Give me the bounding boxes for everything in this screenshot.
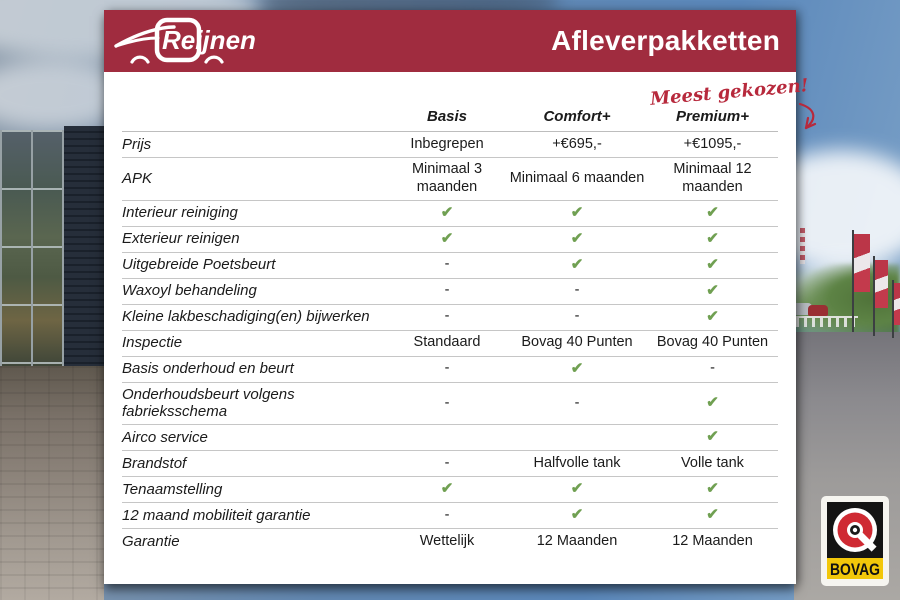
dealer-flag xyxy=(854,234,870,292)
row-cell xyxy=(507,204,647,223)
row-label: Interieur reiniging xyxy=(122,204,238,222)
column-header-premium: Premium+ xyxy=(676,108,749,125)
row-cell xyxy=(647,204,778,223)
bovag-logo-icon xyxy=(821,496,889,586)
table-row xyxy=(122,451,778,477)
row-cell: Inbegrepen xyxy=(410,135,484,152)
table-row xyxy=(122,383,778,425)
row-cell: - xyxy=(710,360,715,377)
white-fence-photo xyxy=(796,316,858,327)
check-icon: ✔ xyxy=(440,480,454,498)
row-label: 12 maand mobiliteit garantie xyxy=(122,506,311,524)
column-header-comfort: Comfort+ xyxy=(543,108,611,125)
check-icon: ✔ xyxy=(706,281,719,299)
row-label: Exterieur reinigen xyxy=(122,230,240,248)
check-icon: ✔ xyxy=(440,203,454,221)
row-cell xyxy=(507,256,647,275)
table-row xyxy=(122,201,778,227)
row-cell xyxy=(647,230,778,249)
column-header-basis: Basis xyxy=(426,108,468,125)
table-row xyxy=(122,279,778,305)
row-label: Uitgebreide Poetsbeurt xyxy=(122,256,276,274)
check-icon: ✔ xyxy=(570,359,584,377)
table-row xyxy=(122,331,778,357)
check-icon: ✔ xyxy=(706,255,719,273)
page-title: Afleverpakketten xyxy=(551,25,780,56)
table-row xyxy=(122,227,778,253)
row-label: Garantie xyxy=(122,533,180,551)
parked-car-photo xyxy=(808,305,828,316)
brick-pavement-photo xyxy=(0,366,104,600)
table-row xyxy=(122,503,778,529)
row-cell: - xyxy=(444,308,450,325)
row-label: Inspectie xyxy=(122,334,183,352)
row-cell: Minimaal 3 maanden xyxy=(411,161,483,195)
check-icon: ✔ xyxy=(570,229,584,247)
row-cell: Volle tank xyxy=(681,454,744,471)
row-cell: Bovag 40 Punten xyxy=(521,334,633,351)
row-cell: - xyxy=(574,394,580,411)
row-cell: +€695,- xyxy=(552,135,602,152)
row-cell: - xyxy=(574,282,580,299)
row-cell: 12 Maanden xyxy=(536,533,618,550)
card-header xyxy=(104,10,796,72)
row-cell: - xyxy=(444,256,450,273)
table-header-row xyxy=(122,72,778,132)
row-cell: Standaard xyxy=(413,334,481,351)
row-cell: Minimaal 12 maanden xyxy=(673,161,752,195)
building-windows xyxy=(0,130,64,368)
row-cell: - xyxy=(444,282,450,299)
check-icon: ✔ xyxy=(440,229,454,247)
table-row xyxy=(122,477,778,503)
check-icon: ✔ xyxy=(570,480,584,498)
row-cell xyxy=(647,506,778,525)
dealer-flag xyxy=(875,260,888,308)
bovag-badge xyxy=(821,496,889,586)
table-row xyxy=(122,253,778,279)
row-label: Waxoyl behandeling xyxy=(122,282,257,300)
row-label: APK xyxy=(122,170,153,188)
check-icon: ✔ xyxy=(570,255,584,273)
row-cell xyxy=(647,428,778,447)
check-icon: ✔ xyxy=(706,428,719,446)
row-label: Prijs xyxy=(122,135,152,153)
row-cell: - xyxy=(574,308,580,325)
curved-arrow-icon xyxy=(794,102,826,134)
distant-flag-photo xyxy=(800,228,805,264)
row-cell xyxy=(507,506,647,525)
table-row xyxy=(122,357,778,383)
row-cell: 12 Maanden xyxy=(672,533,753,550)
row-label: Basis onderhoud en beurt xyxy=(122,360,294,378)
table-row xyxy=(122,425,778,451)
row-cell: Minimaal 6 maanden xyxy=(509,170,645,187)
package-comparison-card xyxy=(104,10,810,584)
bovag-badge-text: BOVAG xyxy=(830,560,880,579)
row-cell xyxy=(647,256,778,275)
row-cell: - xyxy=(444,454,450,471)
check-icon: ✔ xyxy=(570,203,584,221)
row-cell xyxy=(507,480,647,499)
annotation-text: Meest gekozen! xyxy=(649,75,810,110)
check-icon: ✔ xyxy=(706,307,719,325)
table-row xyxy=(122,305,778,331)
check-icon: ✔ xyxy=(706,480,719,498)
row-cell xyxy=(507,360,647,379)
row-cell: - xyxy=(444,394,450,411)
row-cell xyxy=(387,230,507,249)
comparison-table xyxy=(104,72,796,555)
table-row xyxy=(122,529,778,555)
row-cell: - xyxy=(444,360,450,377)
row-cell xyxy=(387,204,507,223)
row-cell xyxy=(507,230,647,249)
table-body xyxy=(122,132,778,555)
row-cell: Bovag 40 Punten xyxy=(656,334,769,351)
check-icon: ✔ xyxy=(570,506,584,524)
row-cell xyxy=(647,394,778,413)
row-label: Onderhoudsbeurt volgens fabrieksschema xyxy=(122,385,295,421)
dealer-flag xyxy=(894,283,900,325)
table-row xyxy=(122,158,778,200)
row-label: Tenaamstelling xyxy=(122,480,223,498)
brand-name: Reijnen xyxy=(162,25,256,55)
dealership-building-photo xyxy=(0,126,104,368)
row-cell: Wettelijk xyxy=(419,533,475,550)
check-icon: ✔ xyxy=(706,394,719,412)
row-label: Kleine lakbeschadiging(en) bijwerken xyxy=(122,308,370,326)
row-cell xyxy=(647,480,778,499)
row-cell: Halfvolle tank xyxy=(533,454,621,471)
row-cell: - xyxy=(444,506,450,523)
check-icon: ✔ xyxy=(706,506,719,524)
row-label: Brandstof xyxy=(122,454,187,472)
table-row xyxy=(122,132,778,158)
building-corner-cladding xyxy=(64,126,104,368)
check-icon: ✔ xyxy=(706,229,719,247)
row-label: Airco service xyxy=(122,428,208,446)
row-cell xyxy=(647,308,778,327)
check-icon: ✔ xyxy=(706,203,719,221)
row-cell: +€1095,- xyxy=(683,135,742,152)
row-cell xyxy=(387,480,507,499)
row-cell xyxy=(647,282,778,301)
